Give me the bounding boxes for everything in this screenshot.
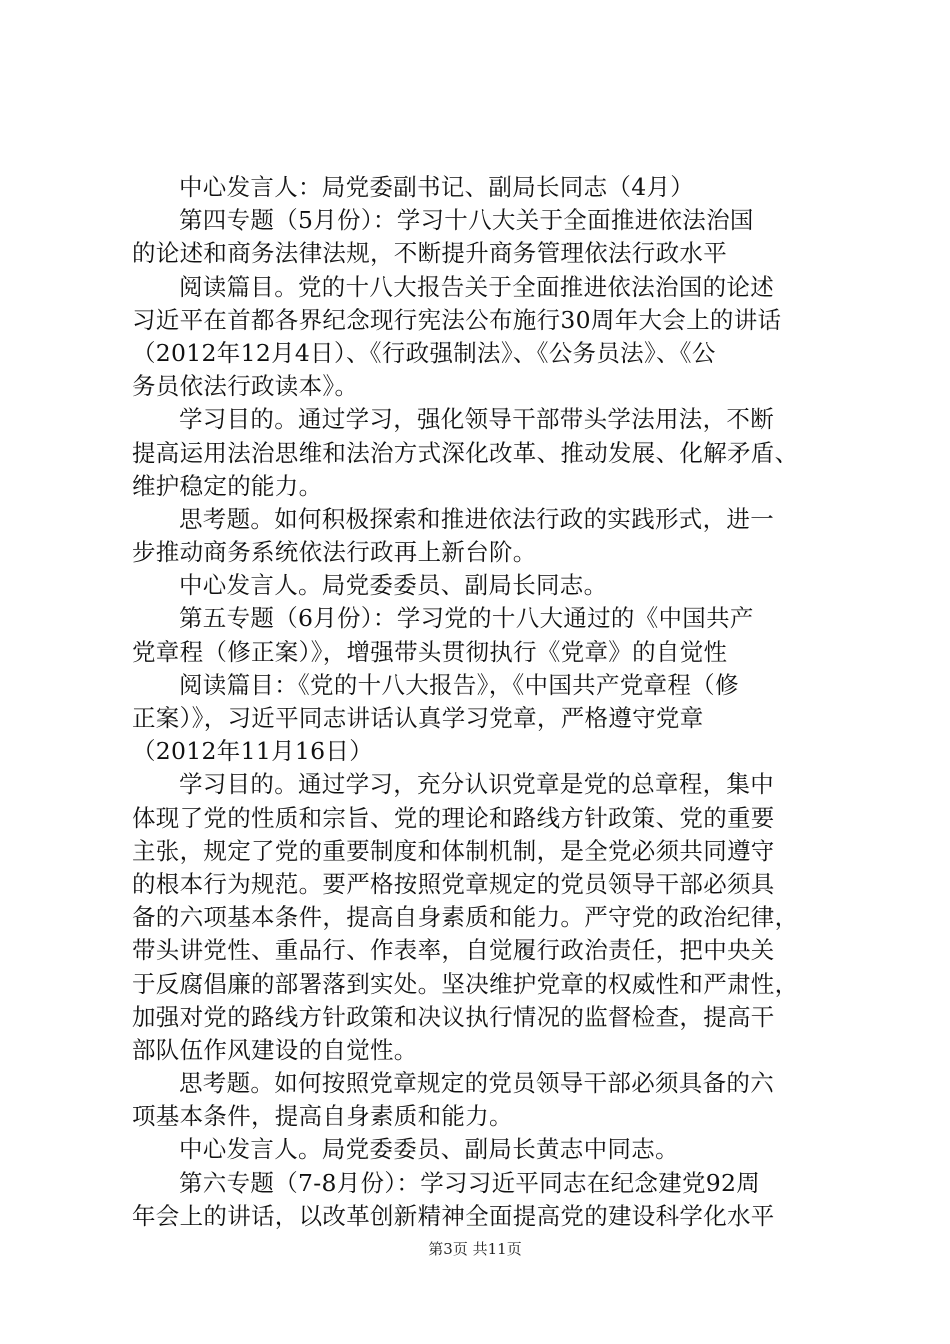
text-line: 提高运用法治思维和法治方式深化改革、推动发展、化解矛盾、 xyxy=(132,438,799,467)
text-line: 中心发言人：局党委副书记、副局长同志（4月） xyxy=(179,173,695,201)
text-line: 中心发言人。局党委委员、副局长同志。 xyxy=(179,571,608,600)
text-line: 务员依法行政读本》。 xyxy=(132,372,359,401)
text-line: 党章程（修正案）》，增强带头贯彻执行《党章》的自觉性 xyxy=(132,637,728,666)
document-body xyxy=(132,171,832,1233)
text-line: 维护稳定的能力。 xyxy=(132,471,323,500)
text-line: 年会上的讲话，以改革创新精神全面提高党的建设科学化水平 xyxy=(132,1201,775,1230)
text-line: 第四专题（5月份）：学习十八大关于全面推进依法治国 xyxy=(179,206,754,235)
text-line: （2012年12月4日）、《行政强制法》、《公务员法》、《公 xyxy=(132,338,716,367)
text-line: 学习目的。通过学习，充分认识党章是党的总章程，集中 xyxy=(179,770,774,799)
text-line: （2012年11月16日） xyxy=(132,737,374,766)
text-line: 项基本条件，提高自身素质和能力。 xyxy=(132,1102,513,1131)
text-line: 体现了党的性质和宗旨、党的理论和路线方针政策、党的重要 xyxy=(132,803,775,832)
text-line: 带头讲党性、重品行、作表率，自觉履行政治责任，把中央关 xyxy=(132,936,775,965)
text-line: 正案）》，习近平同志讲话认真学习党章，严格遵守党章 xyxy=(132,704,704,732)
text-line: 习近平在首都各界纪念现行宪法公布施行30周年大会上的讲话 xyxy=(132,305,782,334)
text-line: 的根本行为规范。要严格按照党章规定的党员领导干部必须具 xyxy=(132,869,775,898)
text-line: 于反腐倡廉的部署落到实处。坚决维护党章的权威性和严肃性， xyxy=(132,969,799,998)
text-line: 备的六项基本条件，提高自身素质和能力。严守党的政治纪律， xyxy=(132,903,799,932)
text-line: 思考题。如何按照党章规定的党员领导干部必须具备的六 xyxy=(179,1069,774,1098)
text-line: 中心发言人。局党委委员、副局长黄志中同志。 xyxy=(179,1135,679,1164)
text-line: 主张，规定了党的重要制度和体制机制，是全党必须共同遵守 xyxy=(132,836,775,865)
text-line: 步推动商务系统依法行政再上新台阶。 xyxy=(132,538,537,567)
page-number-footer: 第3页 共11页 xyxy=(428,1240,522,1258)
text-line: 学习目的。通过学习，强化领导干部带头学法用法，不断 xyxy=(179,405,774,434)
text-line: 阅读篇目：《党的十八大报告》，《中国共产党章程（修 xyxy=(179,670,739,699)
text-line: 第六专题（7-8月份）：学习习近平同志在纪念建党92周 xyxy=(179,1168,761,1197)
text-line: 加强对党的路线方针政策和决议执行情况的监督检查，提高干 xyxy=(132,1002,775,1031)
text-line: 的论述和商务法律法规，不断提升商务管理依法行政水平 xyxy=(132,239,727,268)
text-line: 第五专题（6月份）：学习党的十八大通过的《中国共产 xyxy=(179,604,754,633)
text-line: 思考题。如何积极探索和推进依法行政的实践形式，进一 xyxy=(179,504,774,533)
text-line: 阅读篇目。党的十八大报告关于全面推进依法治国的论述 xyxy=(179,272,774,301)
text-line: 部队伍作风建设的自觉性。 xyxy=(132,1035,418,1064)
